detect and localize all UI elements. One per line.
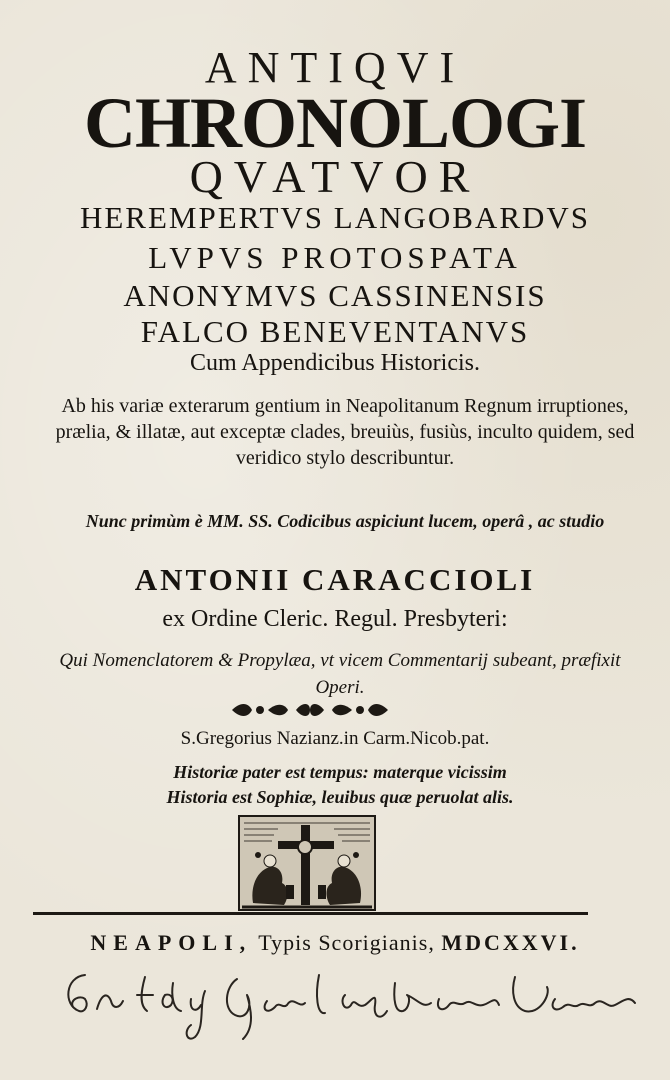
author-line-3: ANONYMVS CASSINENSIS bbox=[123, 278, 547, 313]
appendix-line: Cum Appendicibus Historicis. bbox=[190, 350, 480, 376]
imprint-printer: Typis Scorigianis, bbox=[258, 930, 435, 955]
editor-name: ANTONII CARACCIOLI bbox=[134, 562, 536, 597]
nunc-primum-paragraph: Nunc primùm è MM. SS. Codicibus aspiciunt lucem, operâ , ac studio bbox=[85, 511, 605, 531]
imprint-year: MDCXXVI. bbox=[441, 930, 580, 955]
author-line-2: LVPVS PROTOSPATA bbox=[148, 240, 522, 275]
title-line-antiqui: ANTIQVI bbox=[204, 43, 466, 92]
author-line-1: HEREMPERTVS LANGOBARDVS bbox=[79, 200, 591, 235]
description-paragraph: Ab his variæ exterarum gentium in Neapolitanum Regnum irruptiones, prælia, & illatæ, aut exceptæ clades, breuiùs, fusiùs, inculto quidem, sed veridico stylo describuntur. bbox=[55, 395, 635, 469]
handwritten-signature bbox=[55, 965, 655, 1045]
signature-text bbox=[0, 0, 1, 1]
editor-order: ex Ordine Cleric. Regul. Presbyteri: bbox=[162, 606, 508, 632]
quote-source: S.Gregorius Nazianz.in Carm.Nicob.pat. bbox=[180, 728, 490, 749]
quote-line-2: Historia est Sophiæ, leuibus quæ peruolat alis. bbox=[166, 787, 514, 807]
quote-line-1: Historiæ pater est tempus: materque vicissim bbox=[173, 762, 507, 782]
nomenclator-paragraph: Qui Nomenclatorem & Propylæa, vt vicem Commentarij subeant, præfixit Operi. bbox=[59, 650, 621, 698]
title-line-quatuor: QVATVOR bbox=[189, 151, 481, 202]
author-line-4: FALCO BENEVENTANVS bbox=[140, 314, 530, 349]
divider-rule bbox=[33, 912, 588, 915]
quote-verse bbox=[60, 760, 620, 810]
woodcut-crucifix-icon bbox=[238, 815, 376, 911]
imprint-line bbox=[0, 930, 670, 956]
fleuron-ornament bbox=[230, 700, 390, 720]
title-line-chronologi: CHRONOLOGI bbox=[83, 83, 587, 163]
imprint-city: NEAPOLI, bbox=[90, 930, 253, 955]
